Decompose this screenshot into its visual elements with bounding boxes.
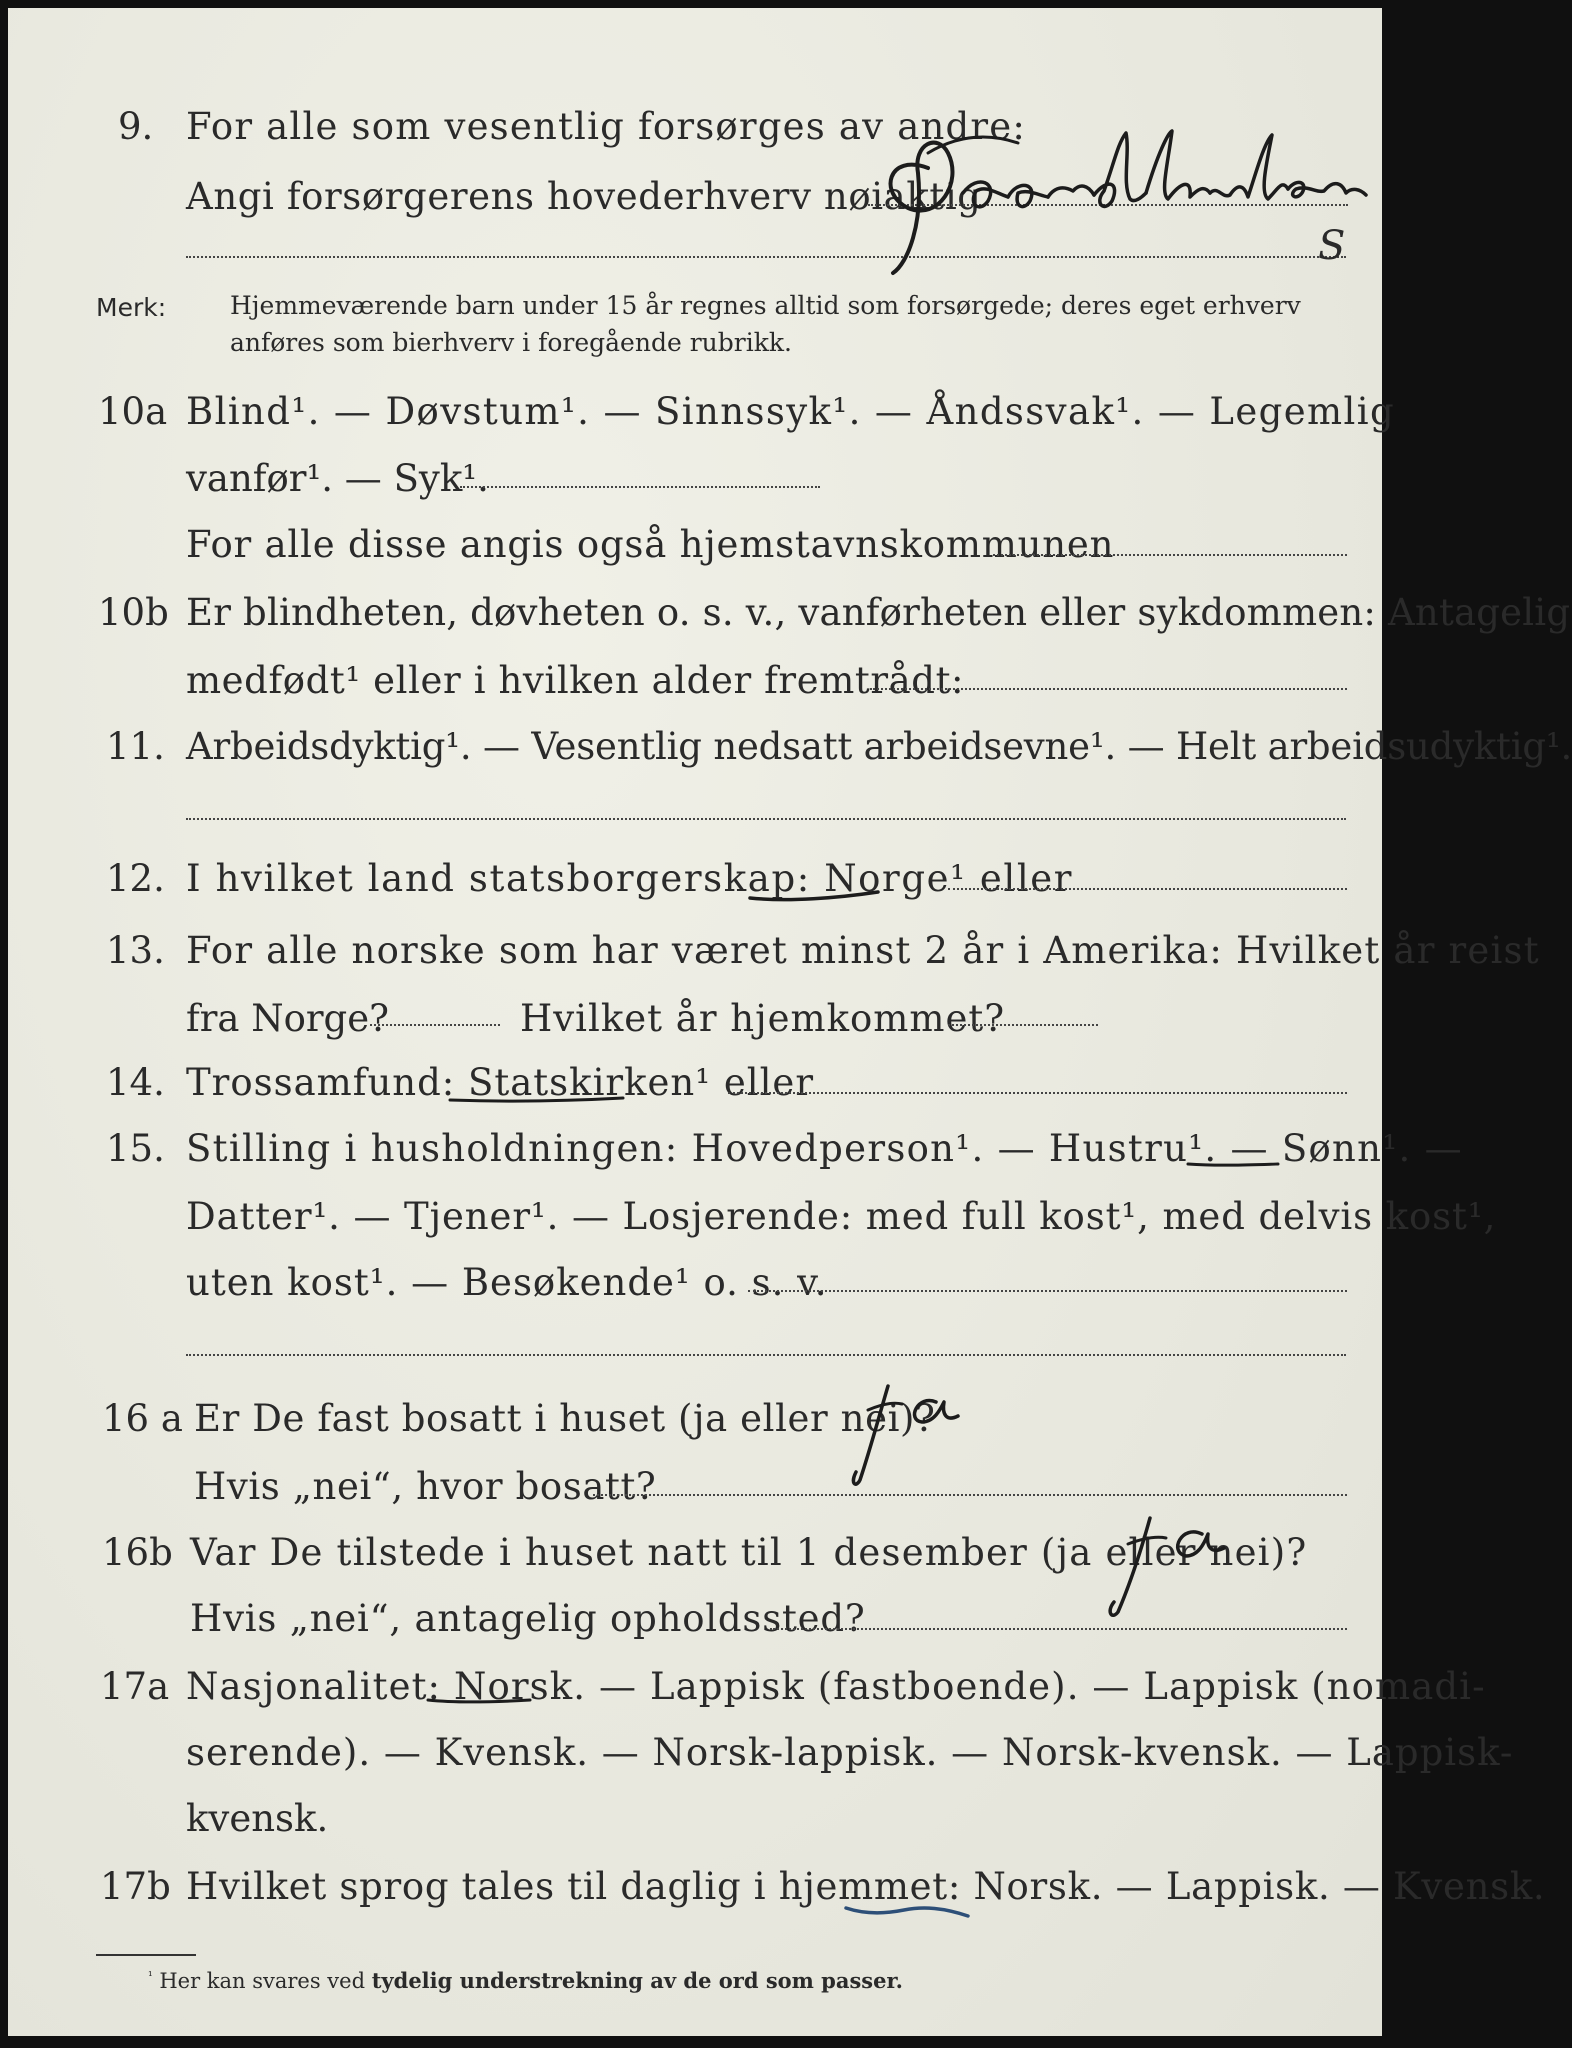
q14-underlined-option: Statskirken¹ [468, 1061, 712, 1104]
q14-handwritten-underline [448, 1092, 628, 1112]
q15-line2: Datter¹. — Tjener¹. — Losjerende: med full kost¹, med delvis kost¹, [186, 1195, 1497, 1238]
q16a-line1: Er De fast bosatt i huset (ja eller nei)? [194, 1397, 936, 1440]
footnote-rule [96, 1954, 196, 1956]
q14-post: eller [723, 1061, 815, 1104]
q12-question: I hvilket land statsborgerskap: [186, 857, 811, 900]
q10b-age-field-line [870, 688, 1347, 690]
q10b-line2: medfødt¹ eller i hvilken alder fremtrådt: [186, 659, 965, 702]
q12-underlined-option: Norge¹ [824, 857, 967, 900]
q16a-line2: Hvis „nei“, hvor bosatt? [194, 1465, 657, 1508]
footnote-bold-text: tydelig understrekning av de ord som passer. [371, 1968, 903, 1993]
q9-handwritten-answer [868, 113, 1388, 273]
q12-country-field-line [948, 888, 1347, 890]
q15-handwritten-underline [1186, 1158, 1286, 1174]
q15-line1-dash: — [1424, 1127, 1463, 1170]
q12-post: eller [979, 857, 1074, 900]
q15-underlined-option: Sønn¹. [1281, 1127, 1412, 1170]
q13-line1: For alle norske som har været minst 2 år i Amerika: Hvilket år reist [186, 929, 1540, 972]
q10a-sick-field-line [460, 486, 820, 488]
q17b-question: Hvilket sprog tales til daglig i hjemmet: [186, 1865, 962, 1908]
q16a-handwritten-answer [848, 1380, 978, 1490]
q17a-handwritten-underline [426, 1694, 536, 1710]
q17a-number: 17a [100, 1665, 170, 1708]
q13-line2b: Hvilket år hjemkommet? [520, 997, 1006, 1040]
q17b-options: — Lappisk. — Kvensk. [1115, 1865, 1546, 1908]
q11-field-line [186, 818, 1346, 820]
q17a-line1 [186, 1665, 1486, 1708]
q10a-number: 10a [98, 390, 168, 433]
q16a-number: 16 a [102, 1397, 183, 1440]
q14-number: 14. [106, 1061, 165, 1104]
q17a-options: — Lappisk (fastboende). — Lappisk (nomadi- [599, 1665, 1486, 1708]
q14-faith-field-line [728, 1092, 1347, 1094]
merk-line1: Hjemmeværende barn under 15 år regnes alltid som forsørgede; deres eget erhverv [230, 291, 1301, 320]
q10b-line1: Er blindheten, døvheten o. s. v., vanførheten eller sykdommen: Antagelig [186, 591, 1571, 634]
q13-number: 13. [106, 929, 165, 972]
q9-line2: Angi forsørgerens hovederhverv nøiaktig [186, 175, 982, 218]
footnote [148, 1968, 903, 1993]
q15-number: 15. [106, 1127, 165, 1170]
q12-number: 12. [106, 857, 165, 900]
q11-number: 11. [106, 725, 165, 768]
q13-departure-field-line [370, 1024, 500, 1026]
q16a-residence-field-line [593, 1494, 1347, 1496]
q15-field-line-2 [186, 1354, 1346, 1356]
merk-label: Merk: [96, 293, 167, 322]
q16b-number: 16b [102, 1531, 173, 1574]
q12-handwritten-underline [748, 886, 888, 906]
q17a-line3: kvensk. [186, 1797, 329, 1840]
q17b-number: 17b [100, 1865, 171, 1908]
q10a-line1: Blind¹. — Døvstum¹. — Sinnssyk¹. — Åndssvak¹. — Legemlig [186, 390, 1396, 433]
q10a-municipality-field-line [993, 554, 1347, 556]
q16b-line1: Var De tilstede i huset natt til 1 desember (ja eller nei)? [190, 1531, 1308, 1574]
q14-question: Trossamfund: [186, 1061, 456, 1104]
q15-line3: uten kost¹. — Besøkende¹ o. s. v. [186, 1261, 828, 1304]
q15-line1-text: Stilling i husholdningen: Hovedperson¹. — Hustru¹. — [186, 1127, 1269, 1170]
footnote-mark: ¹ [148, 1968, 153, 1983]
q10a-line3: For alle disse angis også hjemstavnskommunen [186, 523, 1115, 566]
q13-line2a: fra Norge? [186, 997, 389, 1040]
q17b-underlined-option: Norsk. [973, 1865, 1104, 1908]
footnote-text: Her kan svares ved [159, 1969, 366, 1993]
q16b-whereabouts-field-line [770, 1628, 1347, 1630]
q17a-underlined-option: Norsk. [454, 1665, 587, 1708]
q16b-line2: Hvis „nei“, antagelig opholdssted? [190, 1597, 866, 1640]
q17b-text [186, 1865, 1546, 1908]
q9-line1: For alle som vesentlig forsørges av andre: [186, 105, 1027, 148]
q10a-line2: vanfør¹. — Syk¹. [186, 457, 489, 500]
q12-text [186, 857, 1074, 900]
census-form-page [8, 8, 1572, 2036]
q16b-handwritten-answer [1106, 1512, 1256, 1622]
q17a-question: Nasjonalitet: [186, 1665, 442, 1708]
q13-return-field-line [948, 1024, 1098, 1026]
q9-number: 9. [118, 105, 154, 148]
q10b-number: 10b [98, 591, 169, 634]
merk-line2: anføres som bierhverv i foregående rubrikk. [230, 328, 792, 357]
q17b-handwritten-underline [844, 1902, 974, 1924]
q15-field-line [748, 1290, 1347, 1292]
q9-margin-mark: S [1318, 223, 1346, 269]
q11-line1: Arbeidsdyktig¹. — Vesentlig nedsatt arbeidsevne¹. — Helt arbeidsudyktig¹. [186, 725, 1572, 768]
q17a-line2: serende). — Kvensk. — Norsk-lappisk. — Norsk-kvensk. — Lappisk- [186, 1731, 1514, 1774]
